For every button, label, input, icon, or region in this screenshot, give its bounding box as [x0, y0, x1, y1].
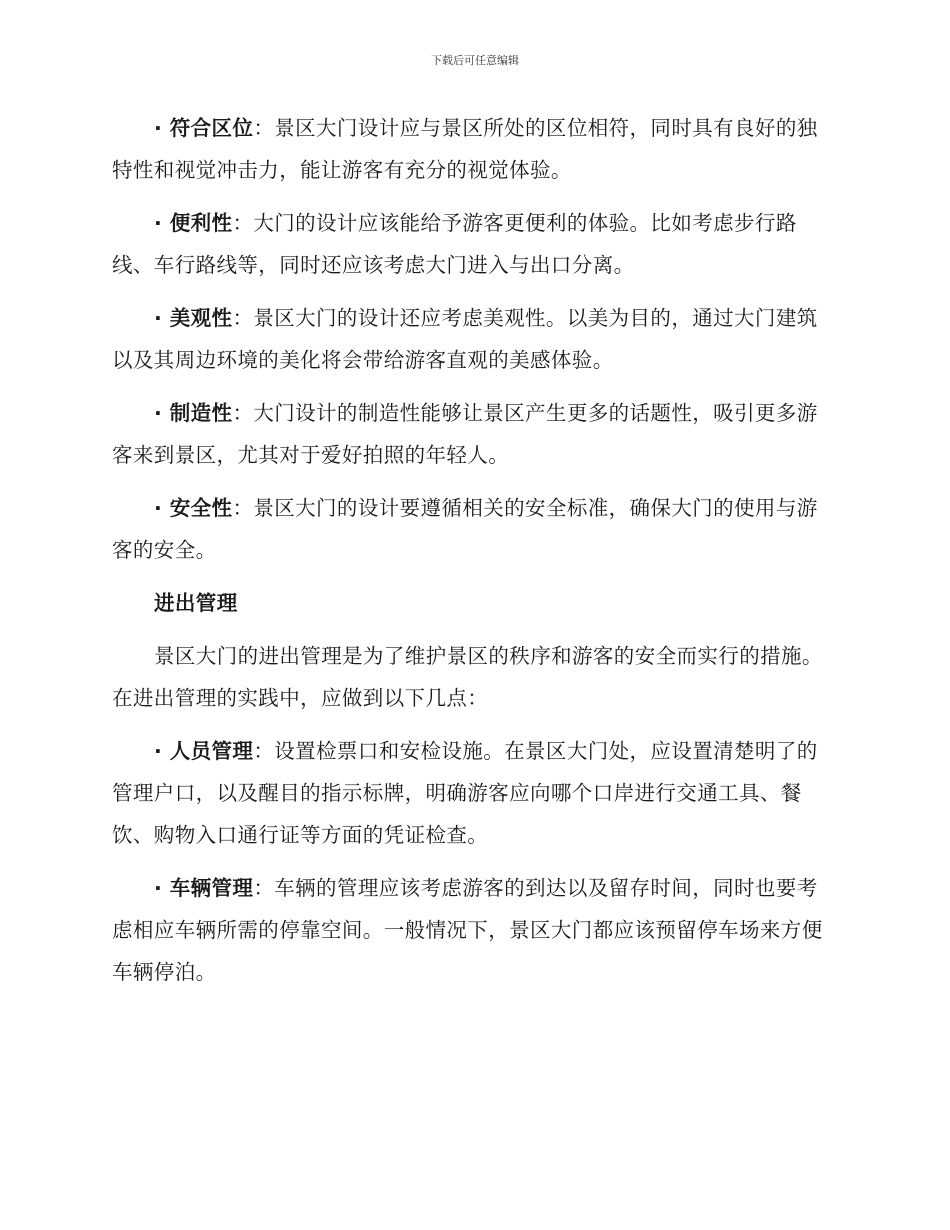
- paragraph-people-management: [112, 730, 837, 856]
- paragraph-location: [112, 107, 837, 191]
- lead-term: · 便利性: [154, 211, 233, 235]
- paragraph-text: ：景区大门的设计要遵循相关的安全标准，确保大门的使用与游客的安全。: [112, 496, 818, 562]
- lead-term: · 车辆管理: [154, 876, 254, 900]
- lead-term: · 美观性: [154, 306, 233, 330]
- paragraph-safety: [112, 487, 837, 571]
- lead-term: · 人员管理: [154, 739, 254, 763]
- paragraph-convenience: [112, 202, 837, 286]
- lead-term: · 符合区位: [154, 116, 254, 140]
- lead-term: · 安全性: [154, 496, 233, 520]
- section-heading: 进出管理: [154, 591, 238, 615]
- paragraph-text: ：景区大门设计应与景区所处的区位相符，同时具有良好的独特性和视觉冲击力，能让游客有充分的视觉体验。: [112, 116, 818, 182]
- paragraph-text: ：设置检票口和安检设施。在景区大门处，应设置清楚明了的管理户口，以及醒目的指示标牌，明确游客应向哪个口岸进行交通工具、餐饮、购物入口通行证等方面的凭证检查。: [112, 739, 818, 847]
- paragraph-text: ：大门的设计应该能给予游客更便利的体验。比如考虑步行路线、车行路线等，同时还应该考虑大门进入与出口分离。: [112, 211, 797, 277]
- lead-term: · 制造性: [154, 401, 233, 425]
- paragraph-aesthetics: [112, 297, 837, 381]
- paragraph-text: ：大门设计的制造性能够让景区产生更多的话题性，吸引更多游客来到景区，尤其对于爱好拍照的年轻人。: [112, 401, 818, 467]
- section-intro: 景区大门的进出管理是为了维护景区的秩序和游客的安全而实行的措施。在进出管理的实践中，应做到以下几点：: [112, 644, 823, 710]
- paragraph-text: ：景区大门的设计还应考虑美观性。以美为目的，通过大门建筑以及其周边环境的美化将会带给游客直观的美感体验。: [112, 306, 818, 372]
- page-header: 下载后可任意编辑: [431, 54, 519, 67]
- paragraph-buzz: [112, 392, 837, 476]
- paragraph-text: ：车辆的管理应该考虑游客的到达以及留存时间，同时也要考虑相应车辆所需的停靠空间。一般情况下，景区大门都应该预留停车场来方便车辆停泊。: [112, 876, 823, 984]
- paragraph-vehicle-management: [112, 867, 837, 993]
- document-body: [112, 107, 837, 1004]
